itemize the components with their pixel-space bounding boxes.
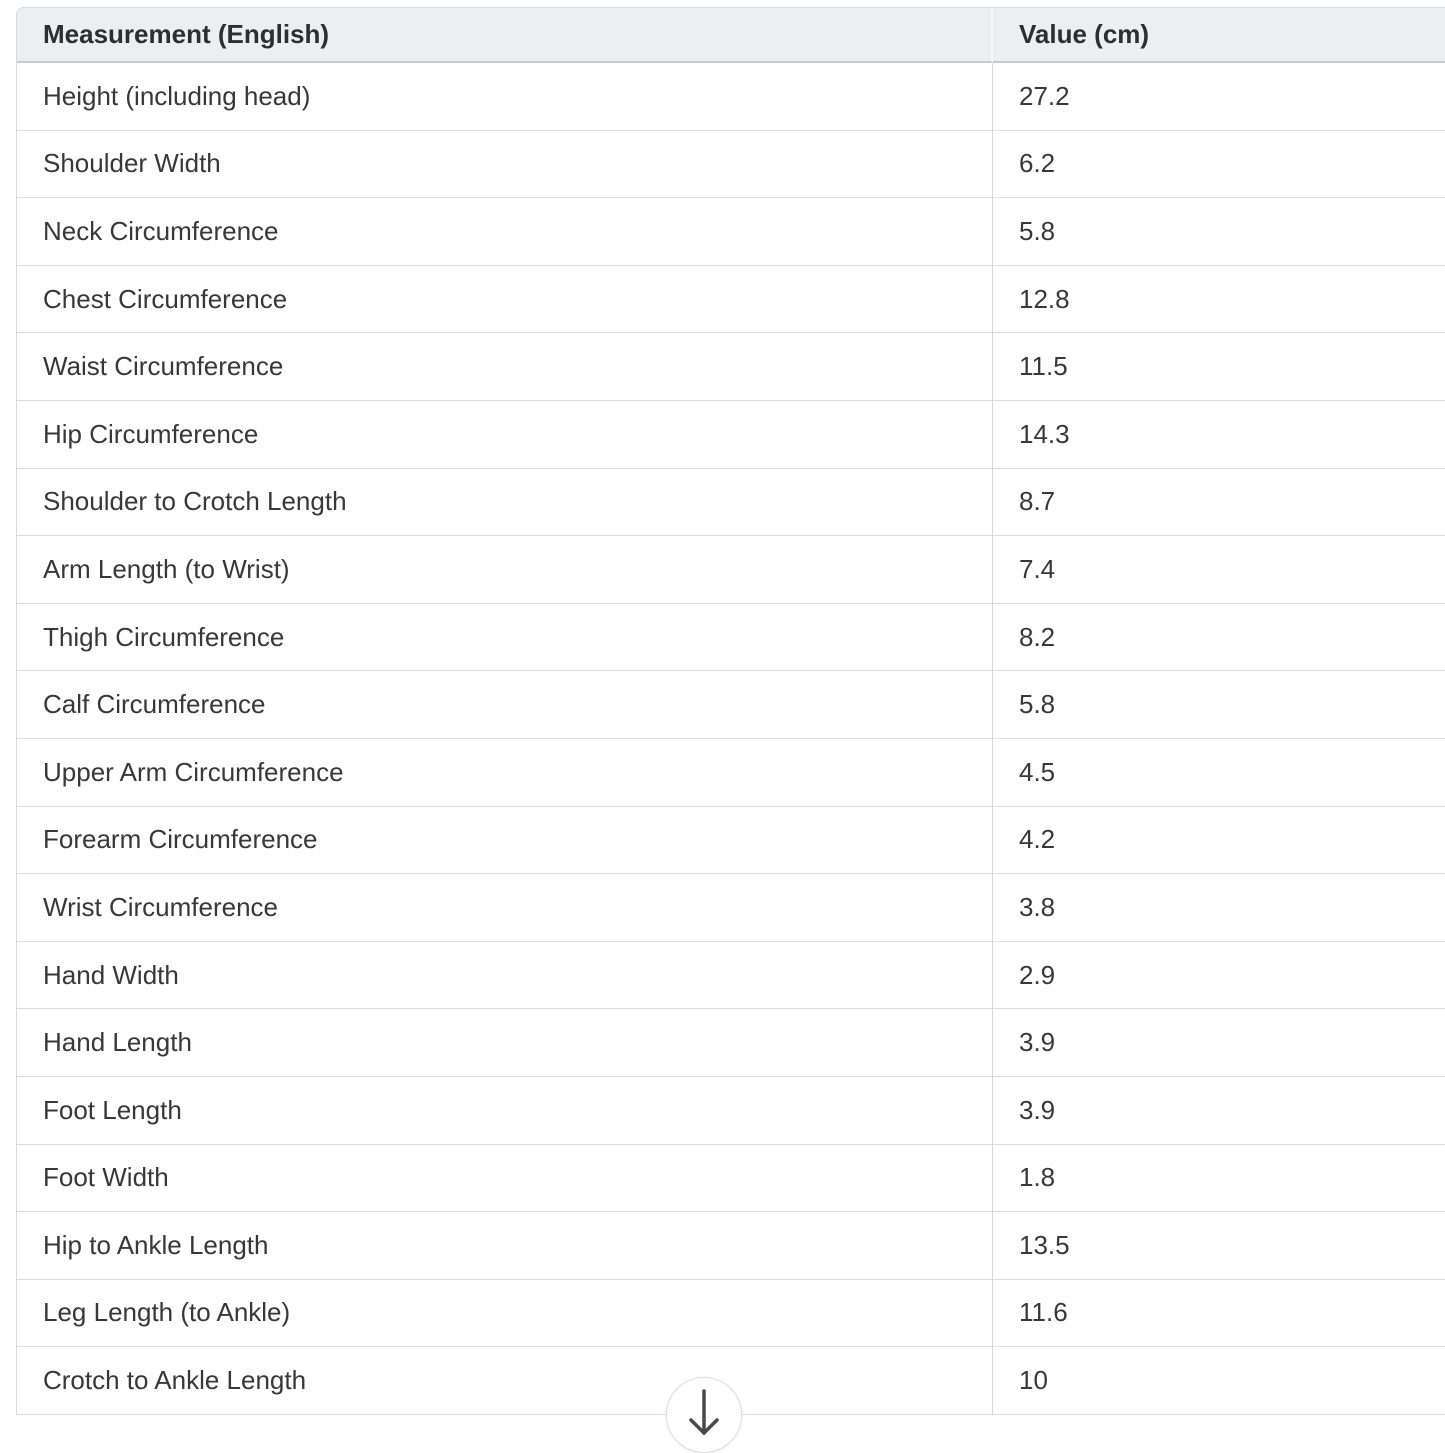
table-row [17, 63, 1445, 131]
measurement-cell: Neck Circumference [17, 198, 993, 266]
value-cell: 11.6 [993, 1280, 1445, 1348]
measurement-cell: Hand Width [17, 942, 993, 1010]
table-row [17, 401, 1445, 469]
table-row [17, 874, 1445, 942]
value-cell: 4.5 [993, 739, 1445, 807]
measurement-cell: Waist Circumference [17, 333, 993, 401]
table-row [17, 807, 1445, 875]
measurement-cell: Forearm Circumference [17, 807, 993, 875]
table-row [17, 198, 1445, 266]
table-row [17, 1280, 1445, 1348]
table-row [17, 1145, 1445, 1213]
table-row [17, 739, 1445, 807]
table-row [17, 1009, 1445, 1077]
value-cell: 2.9 [993, 942, 1445, 1010]
table-row [17, 266, 1445, 334]
measurement-cell: Foot Length [17, 1077, 993, 1145]
table-body [17, 63, 1445, 1415]
value-cell: 13.5 [993, 1212, 1445, 1280]
value-cell: 27.2 [993, 63, 1445, 131]
measurement-cell: Leg Length (to Ankle) [17, 1280, 993, 1348]
measurement-cell: Chest Circumference [17, 266, 993, 334]
value-cell: 11.5 [993, 333, 1445, 401]
table-row [17, 469, 1445, 537]
scroll-down-button[interactable] [666, 1377, 742, 1453]
measurement-cell: Shoulder to Crotch Length [17, 469, 993, 537]
value-cell: 3.9 [993, 1009, 1445, 1077]
measurement-column-header: Measurement (English) [17, 8, 993, 63]
measurement-cell: Calf Circumference [17, 671, 993, 739]
measurement-cell: Height (including head) [17, 63, 993, 131]
measurements-table-container [16, 7, 1445, 1415]
measurement-cell: Foot Width [17, 1145, 993, 1213]
table-row [17, 536, 1445, 604]
value-cell: 8.7 [993, 469, 1445, 537]
value-cell: 7.4 [993, 536, 1445, 604]
measurements-table [17, 8, 1445, 1415]
measurement-cell: Upper Arm Circumference [17, 739, 993, 807]
table-row [17, 671, 1445, 739]
value-cell: 5.8 [993, 671, 1445, 739]
table-row [17, 333, 1445, 401]
measurement-cell: Arm Length (to Wrist) [17, 536, 993, 604]
value-cell: 5.8 [993, 198, 1445, 266]
value-cell: 6.2 [993, 131, 1445, 199]
measurement-cell: Thigh Circumference [17, 604, 993, 672]
value-cell: 10 [993, 1347, 1445, 1415]
value-cell: 3.9 [993, 1077, 1445, 1145]
table-row [17, 1212, 1445, 1280]
measurement-cell: Hand Length [17, 1009, 993, 1077]
measurement-cell: Hip to Ankle Length [17, 1212, 993, 1280]
value-cell: 1.8 [993, 1145, 1445, 1213]
value-cell: 14.3 [993, 401, 1445, 469]
table-row [17, 1077, 1445, 1145]
header-row [17, 8, 1445, 63]
table-header [17, 8, 1445, 63]
table-row [17, 131, 1445, 199]
value-cell: 4.2 [993, 807, 1445, 875]
arrow-down-icon [667, 1378, 741, 1452]
value-cell: 12.8 [993, 266, 1445, 334]
measurement-cell: Wrist Circumference [17, 874, 993, 942]
value-column-header: Value (cm) [993, 8, 1445, 63]
table-row [17, 942, 1445, 1010]
measurement-cell: Shoulder Width [17, 131, 993, 199]
value-cell: 3.8 [993, 874, 1445, 942]
value-cell: 8.2 [993, 604, 1445, 672]
measurement-cell: Hip Circumference [17, 401, 993, 469]
measurement-cell: Crotch to Ankle Length [17, 1347, 993, 1415]
table-row [17, 604, 1445, 672]
